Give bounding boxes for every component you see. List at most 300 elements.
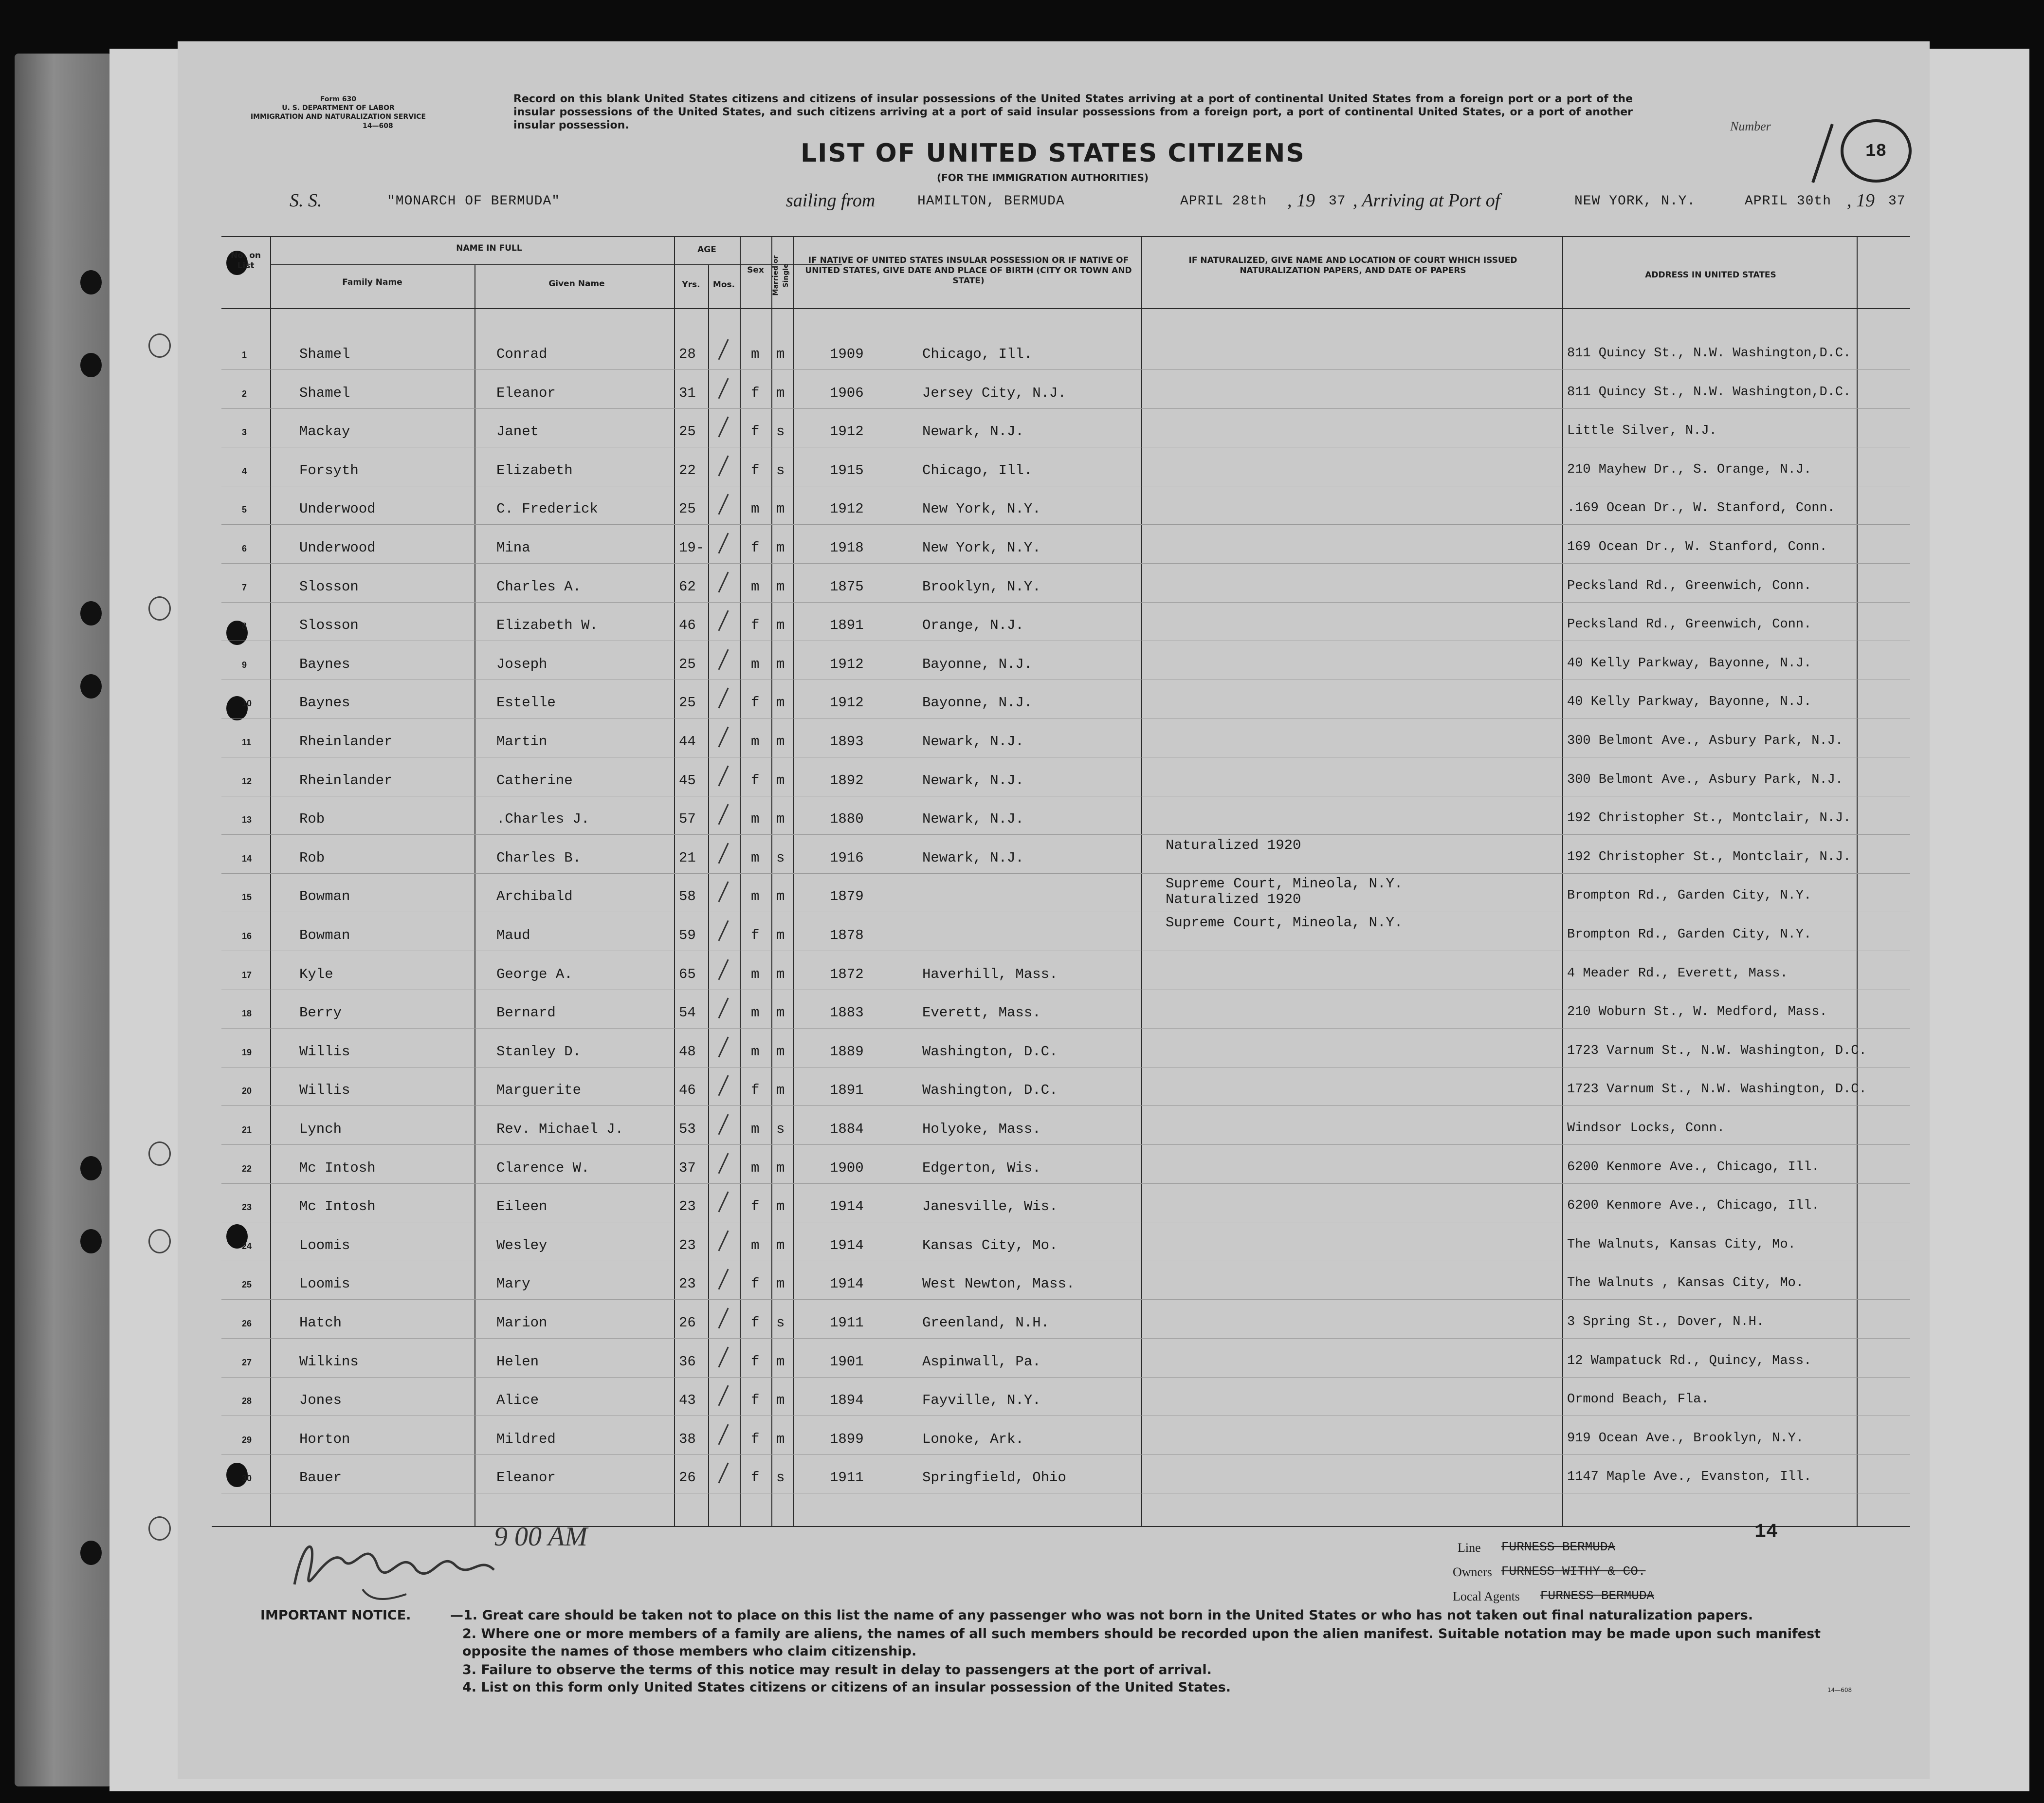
check-mark: [718, 1114, 729, 1135]
sex: f: [751, 927, 760, 943]
check-mark: [718, 1269, 729, 1290]
address: .169 Ocean Dr., W. Stanford, Conn.: [1567, 501, 1835, 516]
address: Pecksland Rd., Greenwich, Conn.: [1567, 617, 1812, 632]
given-name: Eleanor: [496, 1470, 556, 1486]
check-mark: [718, 1230, 729, 1251]
family-name: Hatch: [299, 1315, 342, 1331]
birth-place: Washington, D.C.: [922, 1082, 1058, 1099]
row-number: 8: [242, 621, 247, 631]
given-name: Joseph: [496, 656, 548, 672]
given-name: George A.: [496, 966, 573, 982]
given-name: Elizabeth: [496, 462, 573, 478]
notice-item: 4. List on this form only United States citizens or citizens of an insular possession of the United States.: [462, 1680, 1231, 1695]
row-number: 17: [242, 970, 252, 980]
punch-hole: [148, 1141, 171, 1166]
department: U. S. DEPARTMENT OF LABOR: [282, 104, 395, 112]
given-name: Eleanor: [496, 385, 556, 401]
birth-year: 1892: [830, 772, 864, 789]
sex: f: [751, 1392, 760, 1409]
birth-place: Springfield, Ohio: [922, 1470, 1066, 1486]
check-mark: [718, 610, 729, 631]
given-name: Wesley: [496, 1237, 548, 1253]
row-number: 24: [242, 1241, 252, 1251]
marital-status: m: [776, 1353, 785, 1370]
sex: m: [751, 578, 760, 595]
family-name: Slosson: [299, 617, 359, 634]
sex: f: [751, 462, 760, 478]
family-name: Berry: [299, 1005, 342, 1021]
sex: m: [751, 1043, 760, 1060]
birth-year: 1891: [830, 617, 864, 634]
row-number: 21: [242, 1125, 252, 1135]
row-number: 25: [242, 1280, 252, 1290]
birth-year: 1893: [830, 734, 864, 750]
given-name: Mina: [496, 540, 530, 556]
header-name-in-full: NAME IN FULL: [456, 243, 522, 253]
row-number: 18: [242, 1009, 252, 1019]
marital-status: s: [776, 462, 785, 478]
sex: f: [751, 1082, 760, 1099]
given-name: Estelle: [496, 695, 556, 711]
row-divider: [221, 1299, 1910, 1300]
row-number: 9: [242, 660, 247, 670]
given-name: Stanley D.: [496, 1043, 582, 1060]
punch-hole: [80, 674, 102, 699]
birth-year: 1911: [830, 1315, 864, 1331]
print-code: 14—608: [363, 122, 393, 130]
row-divider: [221, 1377, 1910, 1378]
birth-year: 1916: [830, 849, 864, 866]
sex: m: [751, 346, 760, 362]
row-divider: [221, 408, 1910, 409]
line-label: Line: [1458, 1541, 1481, 1555]
given-name: Conrad: [496, 346, 548, 362]
address: 12 Wampatuck Rd., Quincy, Mass.: [1567, 1353, 1812, 1368]
given-name: Mildred: [496, 1431, 556, 1447]
manifest-sheet: [178, 41, 1930, 1779]
family-name: Mc Intosh: [299, 1159, 376, 1176]
marital-status: m: [776, 1005, 785, 1021]
birth-year: 1875: [830, 578, 864, 595]
row-divider: [221, 834, 1910, 835]
passenger-table: [221, 236, 1910, 1565]
row-number: 6: [242, 544, 247, 553]
header-naturalized: IF NATURALIZED, GIVE NAME AND LOCATION OF COURT WHICH ISSUED NATURALIZATION PAPERS, AND DATE OF PAPERS: [1188, 256, 1517, 276]
sex: m: [751, 966, 760, 982]
marital-status: m: [776, 1431, 785, 1447]
punch-hole: [80, 601, 102, 626]
birth-place: Chicago, Ill.: [922, 462, 1033, 478]
marital-status: m: [776, 501, 785, 517]
sex: m: [751, 1121, 760, 1137]
service-name: IMMIGRATION AND NATURALIZATION SERVICE: [250, 113, 426, 121]
marital-status: s: [776, 1315, 785, 1331]
family-name: Underwood: [299, 501, 376, 517]
birth-year: 1912: [830, 656, 864, 672]
row-number: 5: [242, 505, 247, 515]
header-mos: Mos.: [712, 280, 735, 290]
birth-year: 1891: [830, 1082, 864, 1099]
departure-year-prefix: , 19: [1287, 190, 1315, 211]
arriving-label: , Arriving at Port of: [1353, 190, 1500, 211]
page-subtitle: (FOR THE IMMIGRATION AUTHORITIES): [937, 172, 1149, 184]
marital-status: m: [776, 888, 785, 905]
address: 6200 Kenmore Ave., Chicago, Ill.: [1567, 1198, 1820, 1214]
address: Brompton Rd., Garden City, N.Y.: [1567, 927, 1812, 942]
departure-date: APRIL 28th: [1180, 194, 1267, 209]
arrival-year-prefix: , 19: [1847, 190, 1875, 211]
birth-place: Newark, N.J.: [922, 423, 1024, 440]
owners-value: FURNESS WITHY & CO.: [1501, 1564, 1646, 1579]
binder-edge: [15, 54, 112, 1786]
address: 811 Quincy St., N.W. Washington,D.C.: [1567, 346, 1851, 361]
marital-status: m: [776, 695, 785, 711]
header-age: AGE: [697, 245, 716, 255]
row-number: 13: [242, 815, 252, 825]
age-years: 28: [679, 346, 696, 362]
given-name: C. Frederick: [496, 501, 598, 517]
age-years: 62: [679, 578, 696, 595]
address: 169 Ocean Dr., W. Stanford, Conn.: [1567, 540, 1827, 554]
given-name: Rev. Michael J.: [496, 1121, 624, 1137]
birth-year: 1880: [830, 811, 864, 828]
address: The Walnuts, Kansas City, Mo.: [1567, 1237, 1796, 1252]
sex: m: [751, 811, 760, 828]
birth-place: Edgerton, Wis.: [922, 1159, 1041, 1176]
marital-status: m: [776, 540, 785, 556]
family-name: Forsyth: [299, 462, 359, 478]
row-divider: [221, 524, 1910, 525]
row-divider: [221, 1183, 1910, 1184]
address: 210 Woburn St., W. Medford, Mass.: [1567, 1005, 1827, 1020]
row-number: 15: [242, 892, 252, 902]
birth-year: 1899: [830, 1431, 864, 1447]
header-given-name: Given Name: [548, 279, 605, 289]
age-years: 23: [679, 1198, 696, 1215]
sex: f: [751, 1431, 760, 1447]
birth-place: Washington, D.C.: [922, 1043, 1058, 1060]
age-years: 46: [679, 617, 696, 634]
row-number: 16: [242, 931, 252, 941]
age-years: 65: [679, 966, 696, 982]
age-years: 58: [679, 888, 696, 905]
age-years: 36: [679, 1353, 696, 1370]
age-years: 25: [679, 695, 696, 711]
birth-year: 1879: [830, 888, 864, 905]
check-mark: [718, 804, 729, 825]
marital-status: m: [776, 617, 785, 634]
birth-place: Greenland, N.H.: [922, 1315, 1050, 1331]
sex: m: [751, 501, 760, 517]
age-years: 25: [679, 501, 696, 517]
header-birth: IF NATIVE OF UNITED STATES INSULAR POSSESSION OR IF NATIVE OF UNITED STATES, GIVE DATE AND PLACE OF BIRTH (CITY OR TOWN AND STATE): [805, 256, 1132, 286]
address: 1723 Varnum St., N.W. Washington, D.C.: [1567, 1043, 1867, 1058]
family-name: Shamel: [299, 385, 350, 401]
age-years: 54: [679, 1005, 696, 1021]
family-name: Horton: [299, 1431, 350, 1447]
birth-year: 1901: [830, 1353, 864, 1370]
ship-name: "MONARCH OF BERMUDA": [387, 194, 561, 209]
birth-place: Kansas City, Mo.: [922, 1237, 1058, 1253]
row-number: 14: [242, 853, 252, 864]
age-years: 45: [679, 772, 696, 789]
punch-hole: [148, 333, 171, 358]
address: The Walnuts , Kansas City, Mo.: [1567, 1276, 1804, 1291]
age-years: 57: [679, 811, 696, 828]
naturalization-note: Supreme Court, Mineola, N.Y.: [1166, 876, 1403, 892]
family-name: Loomis: [299, 1237, 350, 1253]
family-name: Bowman: [299, 927, 350, 943]
birth-place: Bayonne, N.J.: [922, 656, 1033, 672]
arrival-year: 37: [1888, 194, 1906, 209]
check-mark: [718, 1463, 729, 1484]
given-name: Maud: [496, 927, 530, 943]
birth-year: 1912: [830, 695, 864, 711]
family-name: Rob: [299, 849, 325, 866]
given-name: Charles A.: [496, 578, 582, 595]
sex: m: [751, 849, 760, 866]
marital-status: m: [776, 656, 785, 672]
check-mark: [718, 533, 729, 554]
naturalization-note: Supreme Court, Mineola, N.Y.: [1166, 915, 1403, 931]
check-mark: [718, 1036, 729, 1057]
family-name: Baynes: [299, 656, 350, 672]
address: Pecksland Rd., Greenwich, Conn.: [1567, 578, 1812, 593]
family-name: Rheinlander: [299, 772, 393, 789]
marital-status: s: [776, 849, 785, 866]
address: Ormond Beach, Fla.: [1567, 1392, 1709, 1407]
birth-year: 1912: [830, 423, 864, 440]
check-mark: [718, 571, 729, 592]
birth-year: 1884: [830, 1121, 864, 1137]
check-mark: [718, 417, 729, 438]
address: 1723 Varnum St., N.W. Washington, D.C.: [1567, 1082, 1867, 1097]
birth-place: Orange, N.J.: [922, 617, 1024, 634]
birth-place: Newark, N.J.: [922, 811, 1024, 828]
address: 300 Belmont Ave., Asbury Park, N.J.: [1567, 772, 1843, 787]
punch-hole: [80, 1156, 102, 1180]
given-name: Marion: [496, 1315, 548, 1331]
family-name: Kyle: [299, 966, 333, 982]
check-mark: [718, 998, 729, 1019]
address: 40 Kelly Parkway, Bayonne, N.J.: [1567, 695, 1812, 710]
sex: f: [751, 772, 760, 789]
given-name: Helen: [496, 1353, 539, 1370]
address: 192 Christopher St., Montclair, N.J.: [1567, 811, 1851, 826]
check-mark: [718, 1346, 729, 1367]
agents-label: Local Agents: [1453, 1589, 1520, 1603]
birth-place: Newark, N.J.: [922, 734, 1024, 750]
address: Windsor Locks, Conn.: [1567, 1121, 1725, 1136]
sex: m: [751, 888, 760, 905]
marital-status: m: [776, 734, 785, 750]
address: Little Silver, N.J.: [1567, 423, 1717, 439]
birth-year: 1918: [830, 540, 864, 556]
check-mark: [718, 339, 729, 360]
row-number: 30: [242, 1473, 252, 1484]
punch-hole: [80, 353, 102, 377]
departure-year: 37: [1329, 194, 1346, 209]
birth-place: Lonoke, Ark.: [922, 1431, 1024, 1447]
sex: f: [751, 695, 760, 711]
row-number: 1: [242, 350, 247, 360]
birth-place: Newark, N.J.: [922, 772, 1024, 789]
family-name: Mc Intosh: [299, 1198, 376, 1215]
punch-hole: [80, 270, 102, 294]
marital-status: s: [776, 1470, 785, 1486]
given-name: Martin: [496, 734, 548, 750]
birth-year: 1883: [830, 1005, 864, 1021]
header-family-name: Family Name: [342, 277, 402, 287]
birth-year: 1911: [830, 1470, 864, 1486]
sex: f: [751, 423, 760, 440]
age-years: 44: [679, 734, 696, 750]
sex: f: [751, 1276, 760, 1292]
address: 6200 Kenmore Ave., Chicago, Ill.: [1567, 1159, 1820, 1175]
family-name: Slosson: [299, 578, 359, 595]
birth-place: New York, N.Y.: [922, 540, 1041, 556]
birth-place: Bayonne, N.J.: [922, 695, 1033, 711]
departure-port: HAMILTON, BERMUDA: [917, 194, 1065, 209]
check-mark: [718, 959, 729, 980]
given-name: Alice: [496, 1392, 539, 1409]
given-name: Elizabeth W.: [496, 617, 598, 634]
naturalization-note: Naturalized 1920: [1166, 837, 1301, 853]
row-number: 27: [242, 1357, 252, 1367]
notice-item: 2. Where one or more members of a family are aliens, the names of all such members should be recorded upon the alien manifest. Suitable notation may be made upon such manifest opposite the names of those members who claim citizenship.: [462, 1626, 1821, 1659]
age-years: 37: [679, 1159, 696, 1176]
sex: f: [751, 617, 760, 634]
row-number: 26: [242, 1319, 252, 1328]
given-name: Catherine: [496, 772, 573, 789]
given-name: Charles B.: [496, 849, 582, 866]
page-title: LIST OF UNITED STATES CITIZENS: [801, 139, 1305, 168]
check-mark: [718, 649, 729, 670]
sex: m: [751, 734, 760, 750]
birth-year: 1915: [830, 462, 864, 478]
row-number: 19: [242, 1047, 252, 1057]
record-instructions: Record on this blank United States citizens and citizens of insular possessions of the United States arriving at a port of continental United States from a foreign port or a port of the insular possessions of the United States, and such citizens arriving at a port of said insular possessions from a foreign port, a port of continental United States, or a port of another insular possession.: [513, 93, 1633, 131]
given-name: Janet: [496, 423, 539, 440]
header-address: ADDRESS IN UNITED STATES: [1645, 270, 1776, 280]
address: 811 Quincy St., N.W. Washington,D.C.: [1567, 385, 1851, 400]
family-name: Rheinlander: [299, 734, 393, 750]
row-divider: [221, 563, 1910, 564]
row-number: 28: [242, 1396, 252, 1406]
agents-value: FURNESS BERMUDA: [1540, 1588, 1655, 1603]
given-name: Bernard: [496, 1005, 556, 1021]
birth-place: Jersey City, N.J.: [922, 385, 1066, 401]
family-name: Lynch: [299, 1121, 342, 1137]
age-years: 23: [679, 1276, 696, 1292]
birth-place: West Newton, Mass.: [922, 1276, 1075, 1292]
marital-status: m: [776, 966, 785, 982]
sex: f: [751, 1353, 760, 1370]
sex: m: [751, 1237, 760, 1253]
age-years: 26: [679, 1315, 696, 1331]
birth-year: 1906: [830, 385, 864, 401]
check-mark: [718, 765, 729, 786]
check-mark: [718, 882, 729, 902]
notice-label: IMPORTANT NOTICE.: [260, 1608, 411, 1623]
check-mark: [718, 920, 729, 941]
arrival-date: APRIL 30th: [1745, 194, 1832, 209]
age-years: 59: [679, 927, 696, 943]
number-label: Number: [1730, 119, 1771, 133]
birth-year: 1914: [830, 1198, 864, 1215]
address: 192 Christopher St., Montclair, N.J.: [1567, 849, 1851, 865]
birth-year: 1894: [830, 1392, 864, 1409]
given-name: Archibald: [496, 888, 573, 905]
check-mark: [718, 1192, 729, 1213]
marital-status: m: [776, 1043, 785, 1060]
family-name: Willis: [299, 1082, 350, 1099]
header-married-single: Married or Single: [772, 255, 790, 296]
birth-place: Aspinwall, Pa.: [922, 1353, 1041, 1370]
address: 40 Kelly Parkway, Bayonne, N.J.: [1567, 656, 1812, 671]
family-name: Wilkins: [299, 1353, 359, 1370]
page-count: 14: [1754, 1521, 1778, 1543]
notice-item: —1. Great care should be taken not to place on this list the name of any passenger who was not born in the United States or who has not taken out final naturalization papers.: [450, 1608, 1753, 1623]
row-divider: [221, 1028, 1910, 1029]
family-name: Underwood: [299, 540, 376, 556]
header-no-on-list: No. on List: [230, 251, 261, 271]
form-code: 14—608: [1827, 1687, 1852, 1693]
row-number: 12: [242, 776, 252, 786]
address: 300 Belmont Ave., Asbury Park, N.J.: [1567, 734, 1843, 748]
row-number: 2: [242, 388, 247, 399]
birth-year: 1914: [830, 1276, 864, 1292]
row-divider: [221, 1338, 1910, 1339]
age-years: 48: [679, 1043, 696, 1060]
age-years: 19-: [679, 540, 705, 556]
marital-status: s: [776, 423, 785, 440]
check-mark: [718, 1153, 729, 1174]
birth-place: New York, N.Y.: [922, 501, 1041, 517]
owners-label: Owners: [1453, 1565, 1492, 1579]
header-sex: Sex: [747, 265, 764, 275]
row-divider: [221, 1105, 1910, 1106]
family-name: Baynes: [299, 695, 350, 711]
check-mark: [718, 1075, 729, 1096]
family-name: Mackay: [299, 423, 350, 440]
birth-year: 1872: [830, 966, 864, 982]
birth-year: 1900: [830, 1159, 864, 1176]
sailing-label: sailing from: [786, 190, 876, 211]
family-name: Rob: [299, 811, 325, 828]
sex: m: [751, 1159, 760, 1176]
address: Brompton Rd., Garden City, N.Y.: [1567, 888, 1812, 903]
birth-place: Haverhill, Mass.: [922, 966, 1058, 982]
given-name: Clarence W.: [496, 1159, 590, 1176]
age-years: 38: [679, 1431, 696, 1447]
birth-place: Brooklyn, N.Y.: [922, 578, 1041, 595]
check-mark: [718, 1424, 729, 1445]
check-mark: [718, 1385, 729, 1406]
family-name: Loomis: [299, 1276, 350, 1292]
row-number: 10: [242, 699, 252, 709]
birth-place: Fayville, N.Y.: [922, 1392, 1041, 1409]
check-mark: [718, 378, 729, 399]
birth-year: 1878: [830, 927, 864, 943]
birth-place: Everett, Mass.: [922, 1005, 1041, 1021]
punch-hole: [80, 1541, 102, 1565]
age-years: 31: [679, 385, 696, 401]
given-name: Mary: [496, 1276, 530, 1292]
list-number: 18: [1865, 141, 1887, 161]
marital-status: m: [776, 1237, 785, 1253]
check-mark: [718, 688, 729, 709]
